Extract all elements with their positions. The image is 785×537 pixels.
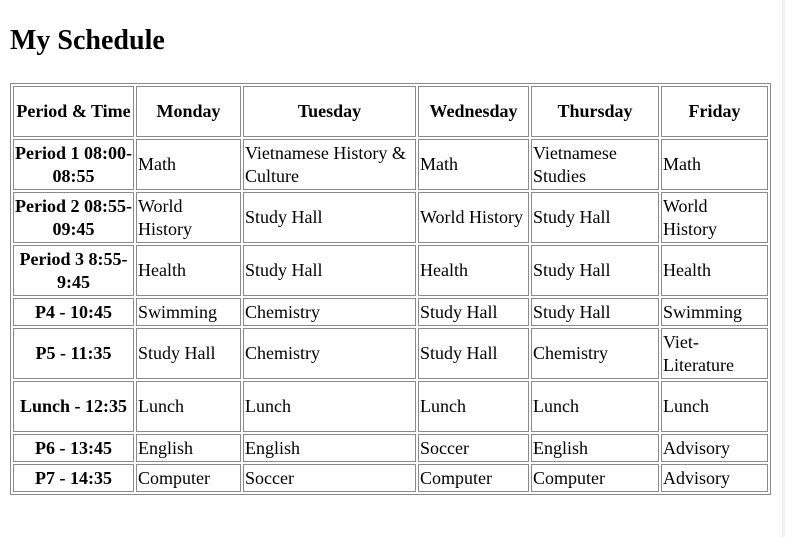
class-cell: Chemistry xyxy=(243,328,416,379)
class-cell: Computer xyxy=(136,464,241,492)
class-cell: Advisory xyxy=(661,464,768,492)
page-title: My Schedule xyxy=(10,25,165,56)
class-cell: Study Hall xyxy=(243,192,416,243)
class-cell: Swimming xyxy=(136,298,241,326)
class-cell: Chemistry xyxy=(531,328,659,379)
table-header-row xyxy=(13,86,768,137)
class-cell: English xyxy=(136,434,241,462)
class-cell: Study Hall xyxy=(243,245,416,296)
class-cell: Health xyxy=(136,245,241,296)
class-cell: Swimming xyxy=(661,298,768,326)
table-row xyxy=(13,298,768,326)
class-cell: Lunch xyxy=(418,381,529,432)
class-cell: Computer xyxy=(418,464,529,492)
class-cell: Math xyxy=(136,139,241,190)
period-cell: P4 - 10:45 xyxy=(13,298,134,326)
class-cell: Advisory xyxy=(661,434,768,462)
class-cell: Lunch xyxy=(136,381,241,432)
table-row xyxy=(13,464,768,492)
period-cell: Period 2 08:55-09:45 xyxy=(13,192,134,243)
header-wednesday: Wednesday xyxy=(418,86,529,137)
class-cell: Study Hall xyxy=(531,192,659,243)
table-row xyxy=(13,192,768,243)
table-row xyxy=(13,245,768,296)
header-period-time: Period & Time xyxy=(13,86,134,137)
class-cell: World History xyxy=(136,192,241,243)
class-cell: World History xyxy=(661,192,768,243)
period-cell: P7 - 14:35 xyxy=(13,464,134,492)
class-cell: Study Hall xyxy=(531,298,659,326)
period-cell: Period 3 8:55-9:45 xyxy=(13,245,134,296)
class-cell: Study Hall xyxy=(418,328,529,379)
class-cell: Vietnamese History & Culture xyxy=(243,139,416,190)
class-cell: Math xyxy=(661,139,768,190)
class-cell: Study Hall xyxy=(531,245,659,296)
class-cell: Vietnamese Studies xyxy=(531,139,659,190)
table-row xyxy=(13,381,768,432)
header-thursday: Thursday xyxy=(531,86,659,137)
class-cell: Viet-Literature xyxy=(661,328,768,379)
class-cell: Lunch xyxy=(661,381,768,432)
class-cell: Soccer xyxy=(418,434,529,462)
header-monday: Monday xyxy=(136,86,241,137)
period-cell: Period 1 08:00-08:55 xyxy=(13,139,134,190)
header-friday: Friday xyxy=(661,86,768,137)
header-tuesday: Tuesday xyxy=(243,86,416,137)
class-cell: World History xyxy=(418,192,529,243)
table-row xyxy=(13,434,768,462)
class-cell: Health xyxy=(661,245,768,296)
class-cell: Chemistry xyxy=(243,298,416,326)
period-cell: P5 - 11:35 xyxy=(13,328,134,379)
class-cell: Health xyxy=(418,245,529,296)
table-row xyxy=(13,139,768,190)
period-cell: Lunch - 12:35 xyxy=(13,381,134,432)
class-cell: Soccer xyxy=(243,464,416,492)
schedule-table xyxy=(10,83,771,495)
table-row xyxy=(13,328,768,379)
class-cell: Lunch xyxy=(243,381,416,432)
class-cell: Computer xyxy=(531,464,659,492)
class-cell: English xyxy=(531,434,659,462)
class-cell: English xyxy=(243,434,416,462)
class-cell: Lunch xyxy=(531,381,659,432)
class-cell: Math xyxy=(418,139,529,190)
class-cell: Study Hall xyxy=(136,328,241,379)
period-cell: P6 - 13:45 xyxy=(13,434,134,462)
class-cell: Study Hall xyxy=(418,298,529,326)
